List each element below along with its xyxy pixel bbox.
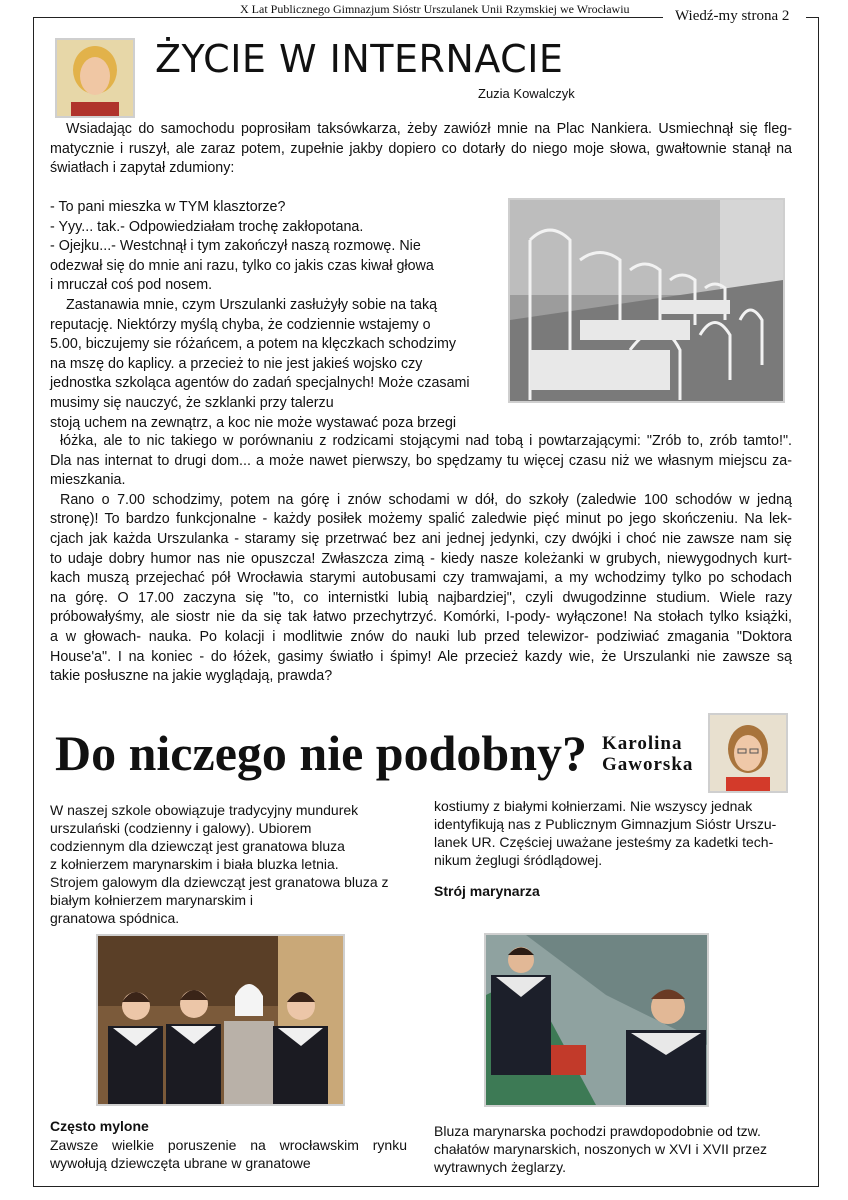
article-title-zycie: ŻYCIE W INTERNACIE	[155, 37, 564, 81]
article1-line: próbowałyśmy, ale siostr nie da się tak łatwo przechytrzyć. Komórki, I-pody- wyłączone! Na stołach tylko książki,	[50, 609, 792, 626]
article1-text-bottom	[50, 432, 792, 687]
sailor-uniform-photo	[484, 933, 709, 1107]
article1-line: stronę)! To bardzo funkcjonalne - każdy posiłek możemy spalić zaledwie pięć minut po jego skończeniu. Na lek-	[50, 511, 792, 528]
article1-line: cjach jak każda Urszulanka - staramy się przetrwać bez ani jednej jedynki, czy dwójki i choć nie zawsze nam się	[50, 530, 792, 547]
article1-line: 5.00, biczujemy sie różańcem, a potem na klęczkach schodzimy	[50, 336, 457, 353]
author-photo-zuzia	[55, 38, 135, 118]
caption-line: chałatów marynarskich, noszonych w XVI i XVII przez	[434, 1141, 768, 1157]
subheading-czesto-mylone: Często mylone	[50, 1118, 149, 1134]
header-rule-right	[806, 17, 818, 18]
page-label: Wiedź-my strona 2	[675, 8, 790, 24]
caption-line: Zawsze wielkie poruszenie na wrocławskim rynku	[50, 1137, 407, 1153]
article1-line: na mszę do kaplicy. a przecież to nie jest jakieś wojsko czy	[50, 355, 423, 372]
article2-line: białym kołnierzem marynarskim i	[50, 892, 254, 908]
article1-line: Dla nas internat to drugi dom... a może nawet pierwszy, bo spędzamy tu więcej czasu niż we własnym miejscu za-	[50, 452, 792, 469]
article2-line: lanek UR. Częściej uważane jesteśmy za kadetki tech-	[434, 834, 774, 850]
dormitory-beds-photo	[508, 198, 785, 403]
article1-line: - To pani mieszka w TYM klasztorze?	[50, 199, 286, 215]
girls-uniform-photo	[96, 934, 345, 1106]
article2-line: kostiumy z białymi kołnierzami. Nie wszyscy jednak	[434, 798, 753, 814]
article1-line: musimy się nauczyć, że szklanki przy talerzu	[50, 394, 334, 411]
article1-line: - Ojejku...- Westchnął i tym zakończył naszą rozmowę. Nie	[50, 238, 421, 255]
publication-header: X Lat Publicznego Gimnazjum Sióstr Urszulanek Unii Rzymskiej we Wrocławiu	[240, 2, 630, 16]
article1-text-top	[50, 120, 792, 179]
article1-line: - Yyy... tak.- Odpowiedziałam trochę zakłopotana.	[50, 218, 364, 235]
article1-text-left	[50, 198, 505, 433]
article1-line: reputację. Niektórzy myślą chyba, że codziennie wstajemy o	[50, 316, 431, 333]
article2-line: nikum żeglugi śródlądowej.	[434, 852, 603, 868]
frame-left	[33, 17, 34, 1187]
article1-line: na górę. O 17.00 zaczyna się "to, co internistki lubią najbardziej", czyli dwugodzinne studium. Wiele razy	[50, 589, 792, 606]
article2-line: W naszej szkole obowiązuje tradycyjny mundurek	[50, 802, 359, 818]
article1-line: takie posłuszne na jakie wyglądają, prawda?	[50, 668, 333, 685]
author-last-name: Gaworska	[602, 754, 694, 775]
article1-line: kach muszą przejechać pół Wrocławia starymi autobusami czy tramwajami, a my wchodzimy tylko po schodach	[50, 570, 792, 587]
header-rule	[33, 17, 663, 18]
article1-line: łóżka, ale to nic takiego w porównaniu z rodzicami stojącymi nad tobą i powtarzającymi: "Zrób to, zrób tamto!".	[60, 433, 792, 449]
article1-line: Wsiadając do samochodu poprosiłam taksówkarza, żeby zawiózł mnie na Plac Nankiera. Usmiechnął się fleg-	[66, 121, 792, 137]
article2-left-column	[50, 801, 402, 927]
article1-line: to udaje dobry humor nas nie opuszcza! Zwłaszcza zimą - kiedy nasze koleżanki w grubych, niewygodnych kurt-	[50, 550, 792, 567]
article1-line: i mruczał coś pod nosem.	[50, 277, 213, 294]
caption-line: wywołują dziewczęta ubrane w granatowe	[50, 1155, 311, 1171]
article1-line: stoją uchem na zewnątrz, a koc nie może wystawać poza brzegi	[50, 414, 457, 431]
article1-line: a w głowach- nauka. Po kolacji i modlitwie znów do nauki lub przed telewizor- podziwiać zmagania "Doktora	[50, 628, 792, 645]
article2-line: codziennym dla dziewcząt jest granatowa bluza	[50, 838, 345, 854]
frame-right	[818, 17, 819, 1187]
author-byline-karolina	[602, 733, 693, 775]
article2-line: granatowa spódnica.	[50, 910, 180, 926]
subheading-stroj-marynarza: Strój marynarza	[434, 883, 540, 899]
article1-line: odezwał się do mnie ani razu, tylko co jakis czas kiwał głowa	[50, 257, 434, 274]
article1-line: Zastanawia mnie, czym Urszulanki zasłużyły sobie na taką	[66, 296, 438, 313]
caption-right	[434, 1122, 787, 1176]
author-byline-zuzia: Zuzia Kowalczyk	[478, 86, 575, 101]
article1-line: światłach i zapytał zdumiony:	[50, 160, 235, 176]
article2-line: z kołnierzem marynarskim i biała bluzka letnia.	[50, 856, 339, 872]
article2-line: urszulański (codzienny i galowy). Ubiorem	[50, 820, 312, 836]
caption-line: Bluza marynarska pochodzi prawdopodobnie od tzw.	[434, 1123, 761, 1139]
article1-line: jednostka szkoląca agentów do zadań specjalnych! Może czasami	[50, 375, 470, 392]
caption-left	[50, 1136, 407, 1172]
article1-line: mieszkania.	[50, 472, 126, 489]
caption-line: wytrawnych żeglarzy.	[434, 1159, 567, 1175]
frame-bottom	[33, 1186, 819, 1187]
article1-line: Rano o 7.00 schodzimy, potem na górę i znów schodami w dół, do szkoły (zaledwie 100 schodów w jedną	[60, 491, 792, 508]
article1-line: matycznie i ruszył, ale zaraz potem, zupełnie jakby dopiero co dotarły do niego moje słowa, gwałtownie stanął na	[50, 140, 792, 157]
article2-line: Strojem galowym dla dziewcząt jest granatowa bluza z	[50, 874, 389, 890]
article2-line: identyfikują nas z Publicznym Gimnazjum Sióstr Urszu-	[434, 816, 777, 832]
article1-line: House'a". I na koniec - do łóżek, gasimy światło i śpimy! Ale przecież kazdy wie, że Urszulanki nie zawsze są	[50, 648, 792, 665]
author-photo-karolina	[708, 713, 788, 793]
author-first-name: Karolina	[602, 733, 683, 754]
article2-right-column	[434, 797, 787, 869]
article-title-do-niczego: Do niczego nie podobny?	[55, 725, 588, 781]
